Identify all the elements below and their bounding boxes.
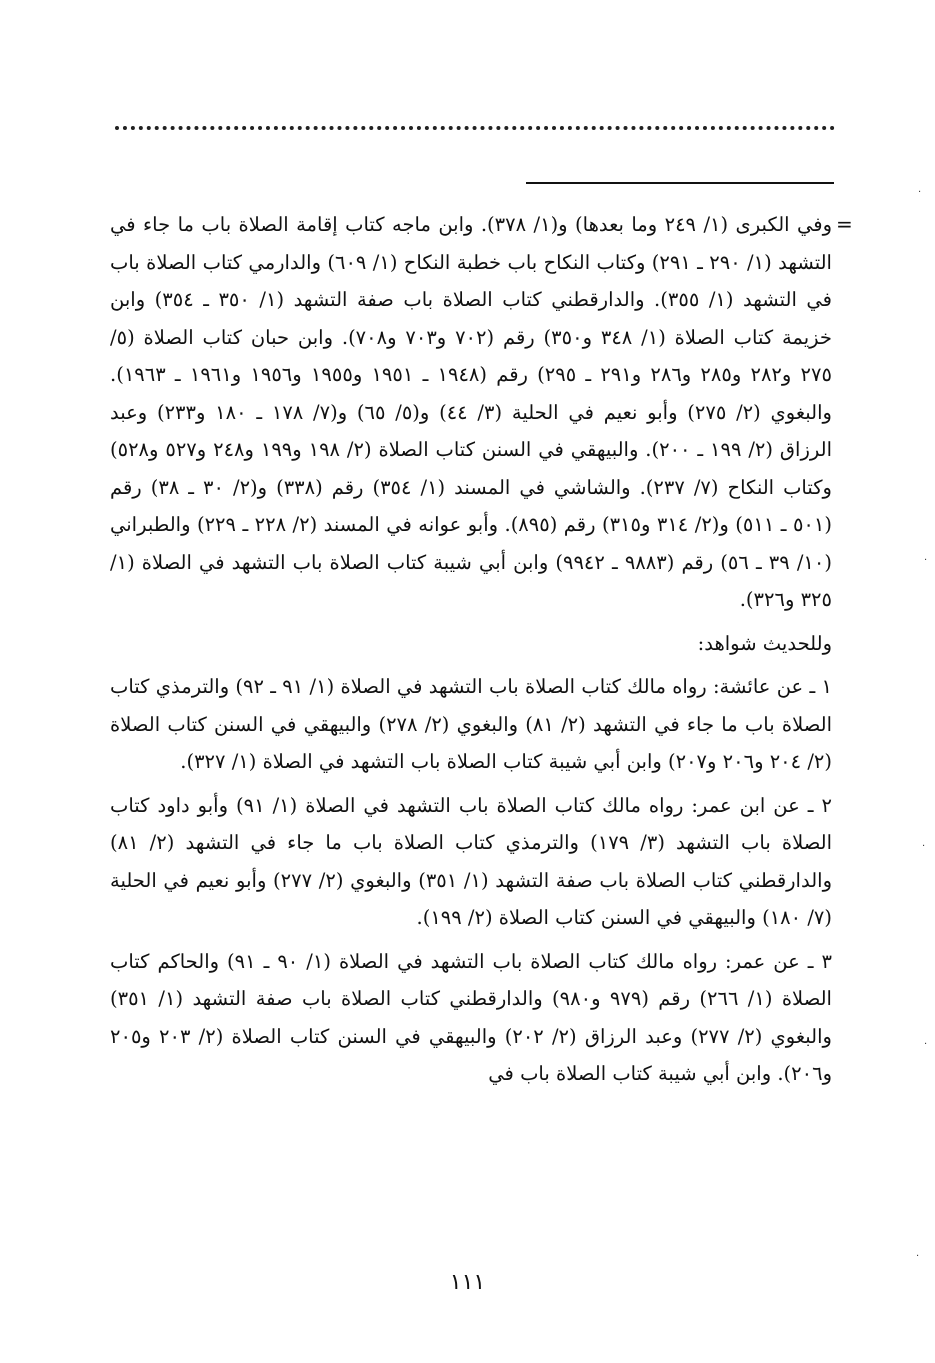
scan-speck: · — [924, 1039, 928, 1050]
witness-ibn-umar: ٢ ـ عن ابن عمر: رواه مالك كتاب الصلاة باب التشهد في الصلاة (١/ ٩١) وأبو داود كتاب الصلاة باب التشهد (٣/ ١٧٩) والترمذي كتاب الصلاة باب ما جاء في التشهد (٢/ ٨١) والدارقطني كتاب الصلاة باب صفة التشهد (١/ ٣٥١) والبغوي (٢/ ٢٧٧) وأبو نعيم في الحلية (٧/ ١٨٠) والبيهقي في السنن كتاب الصلاة (٢/ ١٩٩). — [110, 793, 833, 929]
scan-speck: · — [922, 841, 926, 852]
footnote-rule — [526, 182, 834, 184]
page-number: ١١١ — [449, 1270, 486, 1295]
scan-speck: · — [916, 1251, 920, 1262]
witnesses-heading: وللحديث شواهد: — [697, 631, 832, 655]
footnote-paragraph-continued: وفي الكبرى (١/ ٢٤٩ وما بعدها) و(١/ ٣٧٨). وابن ماجه كتاب إقامة الصلاة باب ما جاء في التشهد (١/ ٢٩٠ ـ ٢٩١) وكتاب النكاح باب خطبة النكاح (١/ ٦٠٩) والدارمي كتاب الصلاة باب في التشهد (١/ ٣٥٥). والدارقطني كتاب الصلاة باب صفة التشهد (١/ ٣٥٠ ـ ٣٥٤) وابن خزيمة كتاب الصلاة (١/ ٣٤٨ و٣٥٠) رقم (٧٠٢ و٧٠٣ و٧٠٨). وابن حبان كتاب الصلاة (٥/ ٢٧٥ و٢٨٢ و٢٨٥ و٢٨٦ و٢٩١ ـ ٢٩٥) رقم (١٩٤٨ ـ ١٩٥١ و١٩٥٥ و١٩٥٦ و١٩٦١ ـ ١٩٦٣). والبغوي (٢/ ٢٧٥) وأبو نعيم في الحلية (٣/ ٤٤) و(٥/ ٦٥) و(٧/ ١٧٨ ـ ١٨٠ و٢٣٣) وعبد الرزاق (٢/ ١٩٩ ـ ٢٠٠). والبيهقي في السنن كتاب الصلاة (٢/ ١٩٨ و١٩٩ و٢٤٨ و٥٢٧ و٥٢٨) وكتاب النكاح (٧/ ٢٣٧). والشاشي في المسند (١/ ٣٥٤) رقم (٣٣٨) و(٢/ ٣٠ ـ ٣٨) رقم (٥٠١ ـ ٥١١) و(٢/ ٣١٤ و٣١٥) رقم (٨٩٥). وأبو عوانه في المسند (٢/ ٢٢٨ ـ ٢٢٩) والطبراني (١٠/ ٣٩ ـ ٥٦) رقم (٩٨٨٣ ـ ٩٩٤٢) وابن أبي شيبة كتاب الصلاة باب التشهد في الصلاة (١/ ٣٢٥ و٣٢٦). — [110, 213, 832, 611]
dotted-separator — [115, 126, 835, 130]
continuation-mark: = — [836, 212, 853, 236]
witness-aisha: ١ ـ عن عائشة: رواه مالك كتاب الصلاة باب التشهد في الصلاة (١/ ٩١ ـ ٩٢) والترمذي كتاب الصلاة باب ما جاء في التشهد (٢/ ٨١) والبغوي (٢/ ٢٧٨) والبيهقي في السنن كتاب الصلاة (٢/ ٢٠٤ و٢٠٦ و٢٠٧) وابن أبي شيبة كتاب الصلاة باب التشهد في الصلاة (١/ ٣٢٧). — [110, 675, 832, 773]
footnote-body — [110, 206, 832, 1093]
scan-speck: · — [924, 555, 928, 566]
witness-umar: ٣ ـ عن عمر: رواه مالك كتاب الصلاة باب التشهد في الصلاة (١/ ٩٠ ـ ٩١) والحاكم كتاب الصلاة (١/ ٢٦٦) رقم (٩٧٩ و٩٨٠) والدارقطني كتاب الصلاة باب صفة التشهد (١/ ٣٥١) والبغوي (٢/ ٢٧٧) وعبد الرزاق (٢/ ٢٠٢) والبيهقي في السنن كتاب الصلاة (٢/ ٢٠٣ و٢٠٥ و٢٠٦). وابن أبي شيبة كتاب الصلاة باب في — [110, 949, 832, 1085]
scan-speck: · — [918, 187, 922, 198]
